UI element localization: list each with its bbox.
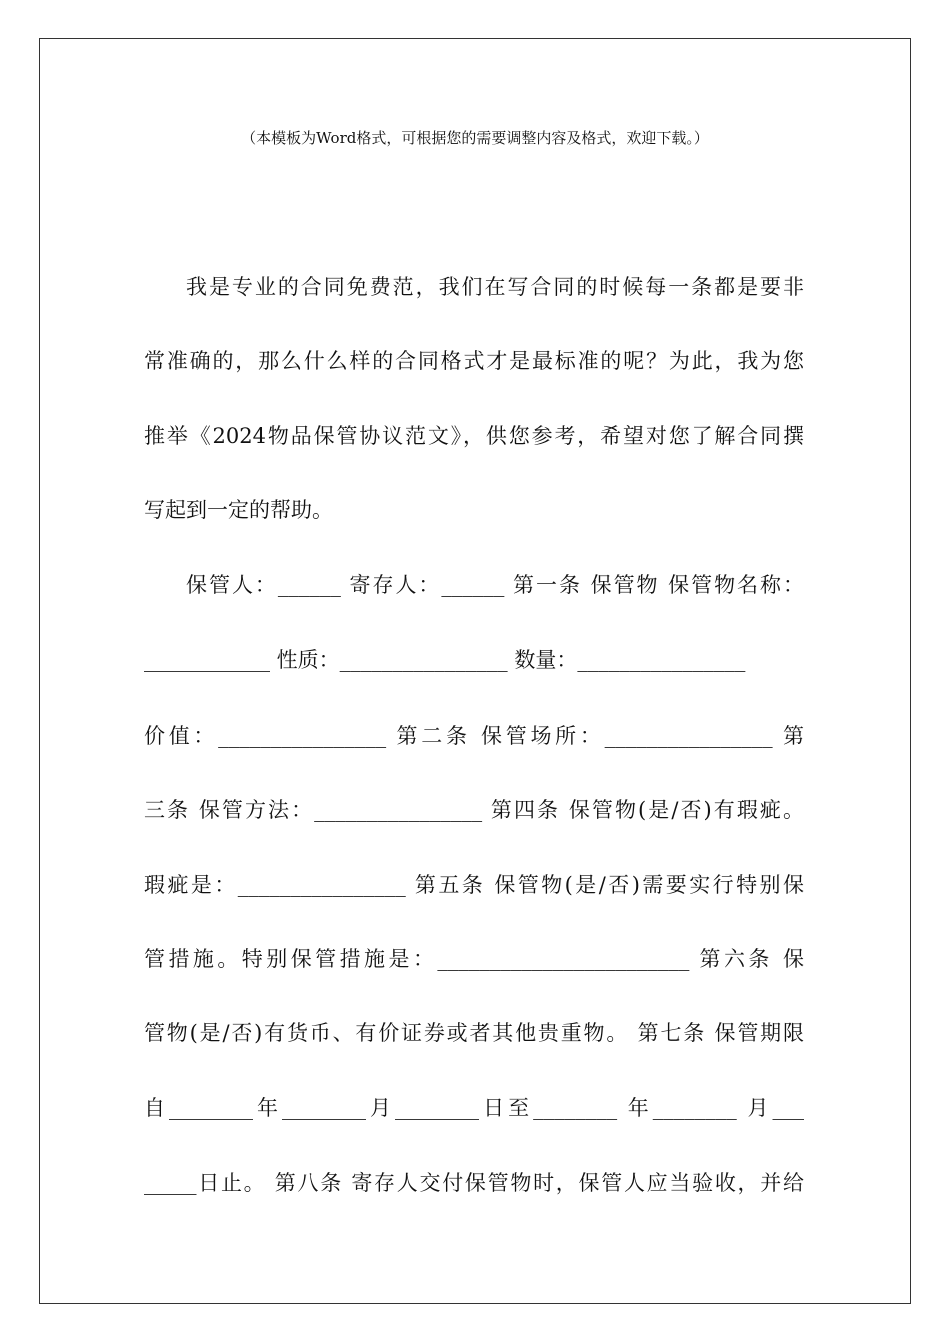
body-line-2: 常准确的，那么什么样的合同格式才是最标准的呢？为此，我为您 bbox=[144, 349, 804, 373]
body-line-7: 价值：________________ 第二条 保管场所：________________ 第 bbox=[144, 724, 804, 748]
body-line-12: 自________年________月________日至________ 年________ 月___ bbox=[144, 1096, 804, 1120]
body-line-6: ____________ 性质：________________ 数量：________________ bbox=[144, 648, 746, 672]
body-line-8: 三条 保管方法：________________ 第四条 保管物(是/否)有瑕疵。 bbox=[144, 798, 804, 822]
body-line-1: 我是专业的合同免费范，我们在写合同的时候每一条都是要非 bbox=[186, 275, 804, 299]
body-line-4: 写起到一定的帮助。 bbox=[144, 498, 333, 522]
body-line-11: 管物(是/否)有货币、有价证券或者其他贵重物。 第七条 保管期限 bbox=[144, 1021, 804, 1045]
body-line-10: 管措施。特别保管措施是：________________________ 第六条 保 bbox=[144, 947, 804, 971]
body-line-9: 瑕疵是：________________ 第五条 保管物(是/否)需要实行特别保 bbox=[144, 873, 804, 897]
body-line-13: _____日止。 第八条 寄存人交付保管物时，保管人应当验收，并给 bbox=[144, 1171, 804, 1195]
body-line-3: 推举《2024物品保管协议范文》，供您参考，希望对您了解合同撰 bbox=[144, 424, 804, 448]
body-line-5: 保管人：______ 寄存人：______ 第一条 保管物 保管物名称： bbox=[186, 573, 804, 597]
template-note: （本模板为Word格式，可根据您的需要调整内容及格式，欢迎下载。） bbox=[241, 129, 709, 147]
